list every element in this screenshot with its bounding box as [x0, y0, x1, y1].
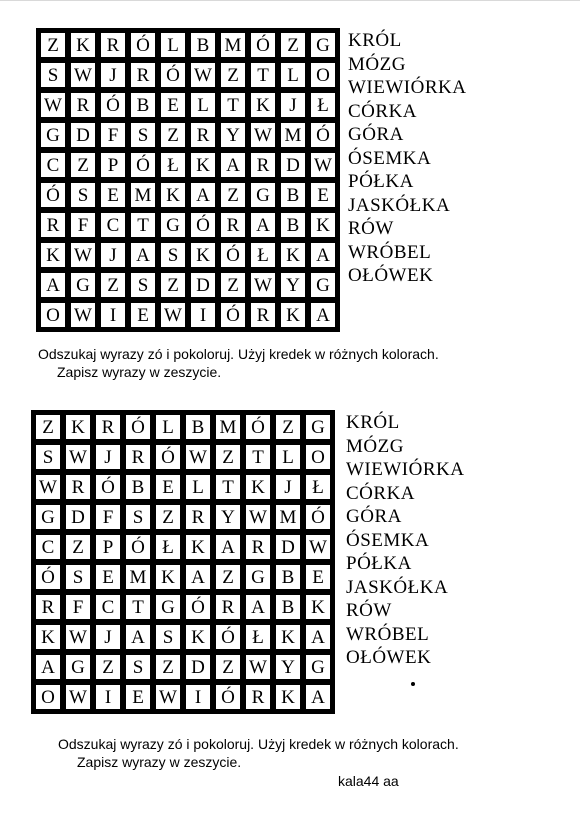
- letter-cell: B: [125, 474, 151, 500]
- letter-cell: L: [280, 62, 306, 88]
- letter-cell: F: [65, 594, 91, 620]
- stray-dot: [411, 682, 415, 686]
- letter-cell: D: [70, 122, 96, 148]
- letter-cell: O: [35, 684, 61, 710]
- word-list-item: OŁÓWEK: [346, 647, 432, 668]
- letter-cell: K: [305, 594, 331, 620]
- letter-cell: R: [250, 302, 276, 328]
- letter-cell: J: [275, 474, 301, 500]
- word-list-item: MÓZG: [348, 53, 406, 75]
- letter-cell: Z: [215, 444, 241, 470]
- word-list-item: KRÓL: [346, 412, 400, 433]
- letter-cell: D: [185, 654, 211, 680]
- letter-cell: A: [310, 242, 336, 268]
- letter-cell: Z: [220, 272, 246, 298]
- letter-cell: Ó: [40, 182, 66, 208]
- letter-cell: K: [280, 302, 306, 328]
- letter-cell: R: [65, 474, 91, 500]
- letter-cell: G: [70, 272, 96, 298]
- letter-cell: G: [245, 564, 271, 590]
- letter-cell: Ó: [160, 62, 186, 88]
- word-list-item: WRÓBEL: [346, 623, 430, 645]
- letter-cell: K: [185, 534, 211, 560]
- letter-cell: E: [155, 474, 181, 500]
- letter-cell: W: [70, 242, 96, 268]
- word-list-item: RÓW: [346, 600, 392, 621]
- letter-cell: Z: [70, 152, 96, 178]
- letter-cell: E: [100, 182, 126, 208]
- letter-cell: K: [65, 414, 91, 440]
- letter-cell: W: [70, 302, 96, 328]
- letter-cell: W: [35, 474, 61, 500]
- letter-cell: Y: [220, 122, 246, 148]
- letter-cell: Z: [155, 504, 181, 530]
- letter-cell: A: [215, 534, 241, 560]
- instruction-line-1: Odszukaj wyrazy zó i pokoloruj. Użyj kredek w różnych kolorach.: [58, 736, 459, 752]
- letter-cell: T: [220, 92, 246, 118]
- letter-cell: P: [100, 152, 126, 178]
- letter-cell: K: [245, 474, 271, 500]
- letter-cell: W: [250, 122, 276, 148]
- letter-cell: W: [310, 152, 336, 178]
- letter-cell: E: [130, 302, 156, 328]
- letter-cell: T: [215, 474, 241, 500]
- letter-cell: K: [275, 624, 301, 650]
- letter-cell: T: [245, 444, 271, 470]
- letter-cell: R: [215, 594, 241, 620]
- letter-cell: B: [280, 182, 306, 208]
- letter-cell: A: [40, 272, 66, 298]
- letter-cell: Ó: [155, 444, 181, 470]
- letter-cell: J: [100, 62, 126, 88]
- letter-cell: S: [70, 182, 96, 208]
- letter-cell: A: [185, 564, 211, 590]
- letter-cell: P: [95, 534, 121, 560]
- instruction-top: [38, 345, 439, 381]
- letter-cell: I: [185, 684, 211, 710]
- letter-cell: Ó: [215, 624, 241, 650]
- letter-cell: E: [95, 564, 121, 590]
- letter-cell: M: [130, 182, 156, 208]
- letter-cell: I: [190, 302, 216, 328]
- letter-cell: S: [125, 504, 151, 530]
- letter-cell: Ó: [220, 242, 246, 268]
- letter-cell: A: [310, 302, 336, 328]
- letter-cell: Ó: [185, 594, 211, 620]
- letter-cell: O: [305, 444, 331, 470]
- letter-cell: A: [130, 242, 156, 268]
- letter-cell: F: [70, 212, 96, 238]
- letter-cell: Ł: [155, 534, 181, 560]
- letter-cell: S: [65, 564, 91, 590]
- word-list-item: CÓRKA: [348, 100, 418, 122]
- letter-cell: C: [40, 152, 66, 178]
- page-top-border: [0, 0, 580, 1]
- letter-cell: R: [70, 92, 96, 118]
- letter-cell: J: [280, 92, 306, 118]
- letter-cell: W: [190, 62, 216, 88]
- letter-cell: Z: [65, 534, 91, 560]
- letter-cell: G: [35, 504, 61, 530]
- letter-cell: S: [125, 654, 151, 680]
- letter-cell: A: [35, 654, 61, 680]
- letter-cell: E: [160, 92, 186, 118]
- word-list-item: GÓRA: [346, 506, 402, 527]
- letter-cell: J: [100, 242, 126, 268]
- letter-cell: S: [130, 272, 156, 298]
- letter-cell: M: [125, 564, 151, 590]
- letter-cell: S: [130, 122, 156, 148]
- letter-cell: R: [130, 62, 156, 88]
- word-list-item: GÓRA: [348, 124, 404, 145]
- letter-cell: A: [125, 624, 151, 650]
- letter-cell: Ł: [305, 474, 331, 500]
- letter-cell: Ó: [250, 32, 276, 58]
- letter-cell: Ł: [245, 624, 271, 650]
- letter-cell: W: [65, 444, 91, 470]
- letter-cell: Z: [35, 414, 61, 440]
- letter-cell: I: [95, 684, 121, 710]
- letter-cell: Z: [160, 122, 186, 148]
- word-list-item: WIEWIÓRKA: [348, 77, 467, 98]
- letter-cell: B: [275, 564, 301, 590]
- letter-cell: Ó: [125, 414, 151, 440]
- letter-cell: A: [305, 624, 331, 650]
- letter-cell: K: [250, 92, 276, 118]
- letter-cell: R: [185, 504, 211, 530]
- letter-cell: A: [305, 684, 331, 710]
- letter-cell: Z: [95, 654, 121, 680]
- letter-cell: O: [40, 302, 66, 328]
- letter-cell: Y: [215, 504, 241, 530]
- letter-cell: S: [155, 624, 181, 650]
- word-list-item: ÓSEMKA: [348, 147, 432, 169]
- word-list-item: CÓRKA: [346, 482, 416, 504]
- letter-cell: T: [125, 594, 151, 620]
- word-list-item: WRÓBEL: [348, 241, 432, 263]
- letter-cell: B: [130, 92, 156, 118]
- letter-cell: W: [250, 272, 276, 298]
- letter-cell: J: [95, 444, 121, 470]
- letter-cell: K: [185, 624, 211, 650]
- letter-cell: C: [100, 212, 126, 238]
- letter-cell: Ó: [190, 212, 216, 238]
- letter-cell: B: [280, 212, 306, 238]
- word-list-item: OŁÓWEK: [348, 265, 434, 286]
- letter-cell: K: [275, 684, 301, 710]
- letter-cell: M: [275, 504, 301, 530]
- letter-cell: W: [65, 684, 91, 710]
- letter-cell: Z: [160, 272, 186, 298]
- letter-cell: L: [160, 32, 186, 58]
- letter-cell: Z: [215, 654, 241, 680]
- letter-cell: L: [190, 92, 216, 118]
- word-list-top: [348, 29, 466, 288]
- letter-cell: R: [250, 152, 276, 178]
- letter-cell: K: [155, 564, 181, 590]
- word-list-item: MÓZG: [346, 435, 404, 457]
- letter-cell: L: [155, 414, 181, 440]
- letter-cell: K: [160, 182, 186, 208]
- letter-cell: G: [155, 594, 181, 620]
- letter-cell: O: [310, 62, 336, 88]
- letter-cell: G: [250, 182, 276, 208]
- letter-cell: D: [275, 534, 301, 560]
- letter-cell: Ł: [160, 152, 186, 178]
- letter-cell: I: [100, 302, 126, 328]
- author-credit: kala44 aa: [338, 773, 399, 789]
- letter-cell: K: [70, 32, 96, 58]
- word-list-item: ÓSEMKA: [346, 529, 430, 551]
- word-list-bottom: [346, 411, 464, 670]
- instruction-bottom: [58, 735, 459, 771]
- letter-cell: E: [305, 564, 331, 590]
- letter-cell: D: [280, 152, 306, 178]
- letter-cell: K: [190, 242, 216, 268]
- letter-cell: G: [305, 414, 331, 440]
- letter-cell: Ó: [215, 684, 241, 710]
- letter-cell: C: [95, 594, 121, 620]
- letter-cell: A: [250, 212, 276, 238]
- letter-cell: D: [190, 272, 216, 298]
- letter-cell: K: [280, 242, 306, 268]
- letter-cell: B: [275, 594, 301, 620]
- letter-cell: Ó: [125, 534, 151, 560]
- letter-cell: Ó: [100, 92, 126, 118]
- letter-cell: S: [40, 62, 66, 88]
- instruction-line-2: Zapisz wyrazy w zeszycie.: [77, 754, 242, 770]
- letter-cell: M: [280, 122, 306, 148]
- letter-cell: R: [190, 122, 216, 148]
- word-list-item: JASKÓŁKA: [348, 194, 451, 216]
- letter-cell: R: [100, 32, 126, 58]
- letter-cell: K: [35, 624, 61, 650]
- letter-cell: L: [185, 474, 211, 500]
- letter-cell: G: [305, 654, 331, 680]
- letter-cell: Z: [100, 272, 126, 298]
- letter-cell: L: [275, 444, 301, 470]
- letter-cell: S: [35, 444, 61, 470]
- letter-cell: R: [95, 414, 121, 440]
- letter-cell: Ó: [35, 564, 61, 590]
- letter-cell: R: [35, 594, 61, 620]
- word-search-grid-top: [36, 28, 340, 332]
- letter-cell: F: [100, 122, 126, 148]
- letter-cell: Ó: [245, 414, 271, 440]
- word-list-item: PÓŁKA: [348, 171, 414, 192]
- letter-cell: Ó: [305, 504, 331, 530]
- word-list-item: JASKÓŁKA: [346, 576, 449, 598]
- letter-cell: Y: [275, 654, 301, 680]
- instruction-line-1: Odszukaj wyrazy zó i pokoloruj. Użyj kredek w różnych kolorach.: [38, 346, 439, 362]
- letter-cell: B: [185, 414, 211, 440]
- letter-cell: G: [310, 272, 336, 298]
- letter-cell: S: [160, 242, 186, 268]
- letter-cell: Ó: [130, 152, 156, 178]
- letter-cell: R: [40, 212, 66, 238]
- letter-cell: Z: [40, 32, 66, 58]
- letter-cell: R: [245, 534, 271, 560]
- letter-cell: W: [305, 534, 331, 560]
- letter-cell: K: [190, 152, 216, 178]
- letter-cell: W: [65, 624, 91, 650]
- instruction-line-2: Zapisz wyrazy w zeszycie.: [57, 364, 222, 380]
- letter-cell: Z: [275, 414, 301, 440]
- letter-cell: A: [245, 594, 271, 620]
- letter-cell: Ó: [95, 474, 121, 500]
- word-list-item: KRÓL: [348, 30, 402, 51]
- letter-cell: K: [310, 212, 336, 238]
- letter-cell: Y: [280, 272, 306, 298]
- word-list-item: PÓŁKA: [346, 553, 412, 574]
- word-list-item: RÓW: [348, 218, 394, 239]
- letter-cell: W: [40, 92, 66, 118]
- letter-cell: Ł: [310, 92, 336, 118]
- letter-cell: W: [245, 654, 271, 680]
- letter-cell: W: [160, 302, 186, 328]
- letter-cell: Z: [155, 654, 181, 680]
- letter-cell: J: [95, 624, 121, 650]
- letter-cell: A: [190, 182, 216, 208]
- word-list-item: WIEWIÓRKA: [346, 459, 465, 480]
- letter-cell: W: [155, 684, 181, 710]
- letter-cell: E: [125, 684, 151, 710]
- letter-cell: Z: [220, 62, 246, 88]
- letter-cell: W: [245, 504, 271, 530]
- letter-cell: E: [310, 182, 336, 208]
- letter-cell: Ł: [250, 242, 276, 268]
- letter-cell: M: [220, 32, 246, 58]
- letter-cell: W: [70, 62, 96, 88]
- letter-cell: T: [130, 212, 156, 238]
- letter-cell: G: [65, 654, 91, 680]
- letter-cell: G: [40, 122, 66, 148]
- letter-cell: A: [220, 152, 246, 178]
- letter-cell: K: [40, 242, 66, 268]
- letter-cell: G: [160, 212, 186, 238]
- letter-cell: Z: [280, 32, 306, 58]
- letter-cell: Ó: [130, 32, 156, 58]
- letter-cell: C: [35, 534, 61, 560]
- letter-cell: T: [250, 62, 276, 88]
- letter-cell: Ó: [220, 302, 246, 328]
- word-search-grid-bottom: [31, 410, 335, 714]
- letter-cell: R: [220, 212, 246, 238]
- letter-cell: F: [95, 504, 121, 530]
- letter-cell: G: [310, 32, 336, 58]
- letter-cell: R: [245, 684, 271, 710]
- letter-cell: R: [125, 444, 151, 470]
- letter-cell: Z: [220, 182, 246, 208]
- letter-cell: M: [215, 414, 241, 440]
- letter-cell: D: [65, 504, 91, 530]
- letter-cell: W: [185, 444, 211, 470]
- letter-cell: Ó: [310, 122, 336, 148]
- letter-cell: Z: [215, 564, 241, 590]
- letter-cell: B: [190, 32, 216, 58]
